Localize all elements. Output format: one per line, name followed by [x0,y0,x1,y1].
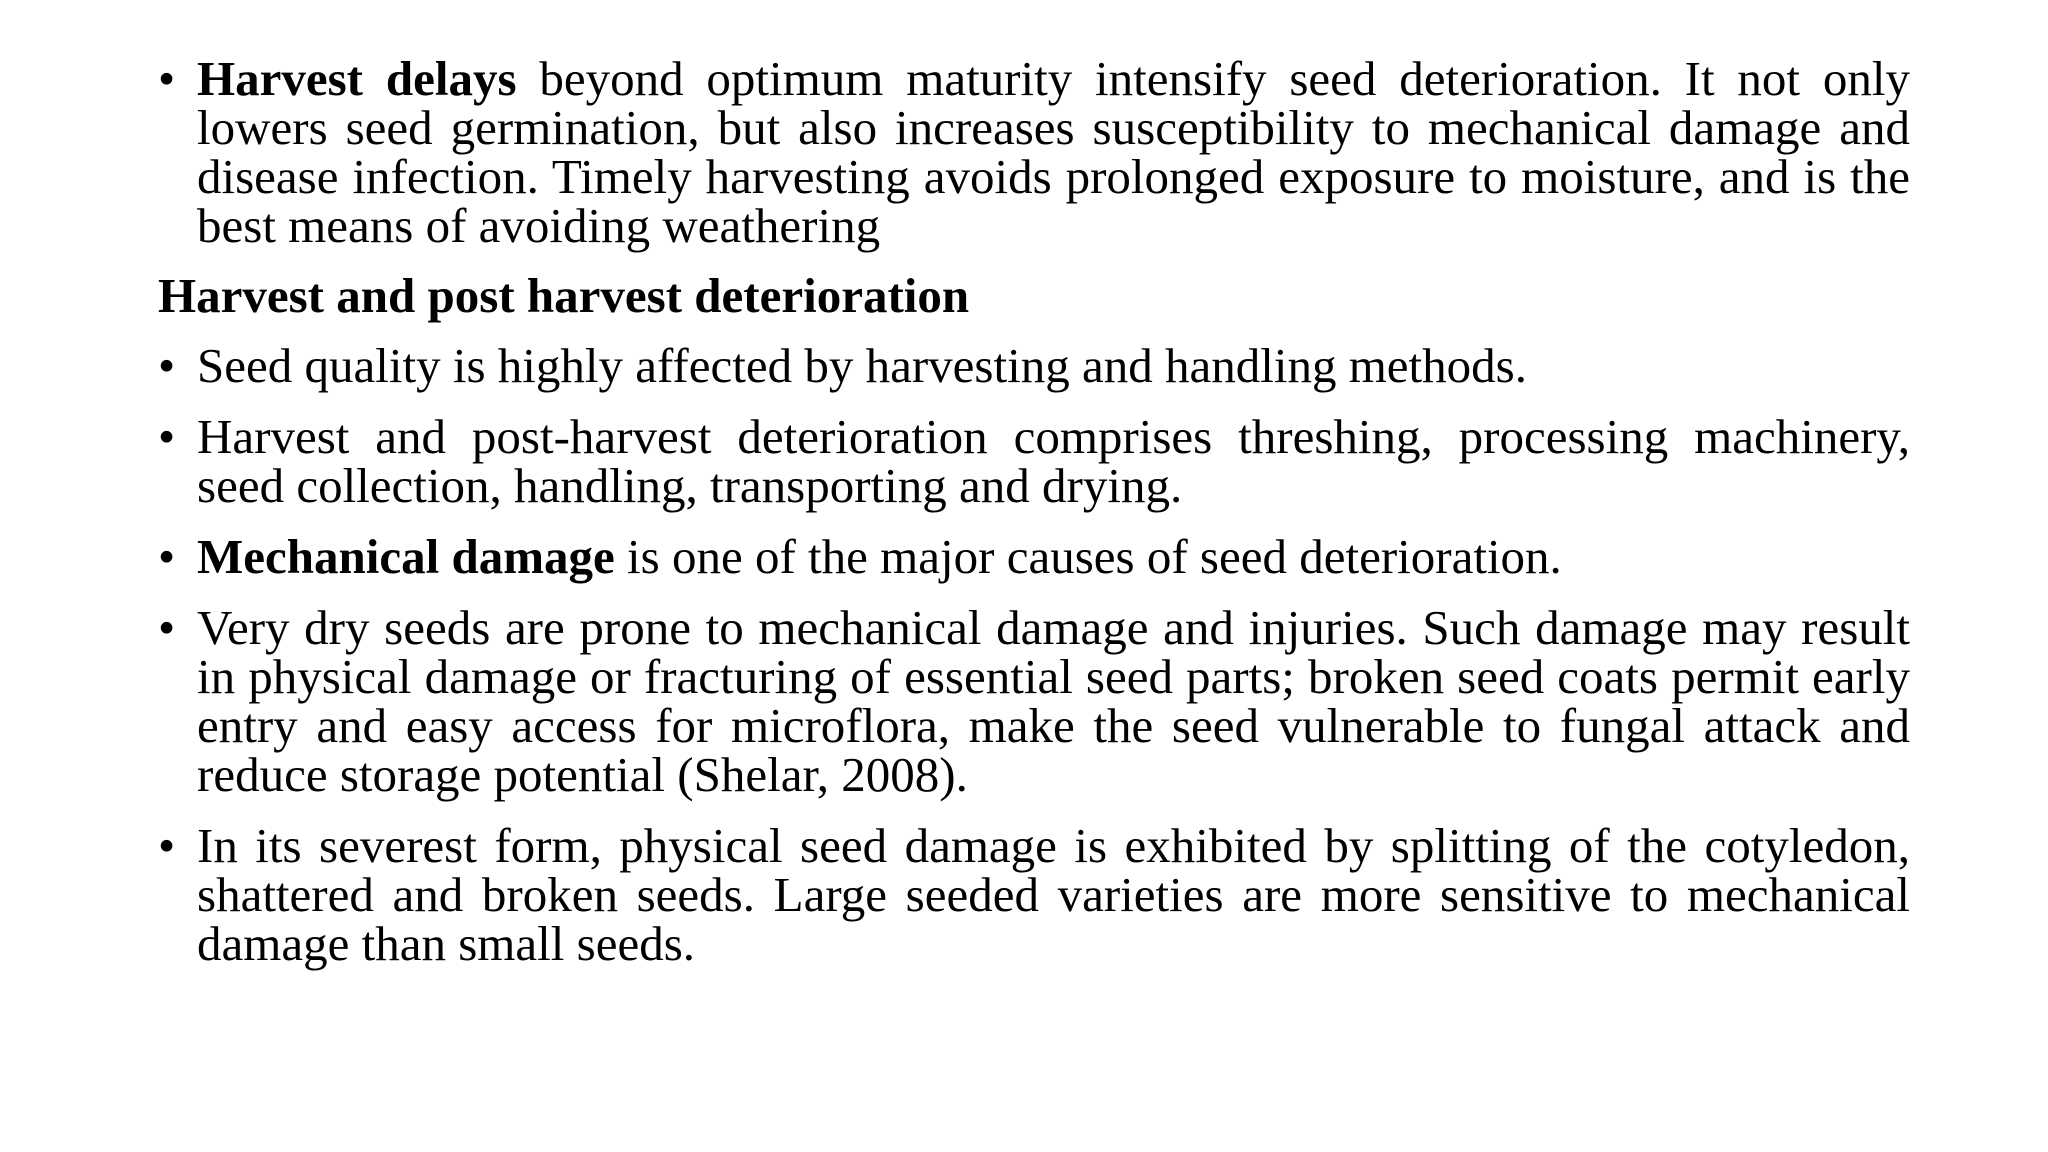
bullet-seed-quality [158,338,1910,393]
bullet-marker: • [158,409,176,464]
bullet-marker: • [158,338,176,393]
bullet-text: Harvest and post-harvest deterioration comprises threshing, processing machinery, seed collection, handling, transporting and drying. [197,409,1910,513]
bullet-text: Seed quality is highly affected by harvesting and handling methods. [197,338,1527,393]
bullet-marker: • [158,818,176,873]
bullet-text: In its severest form, physical seed damage is exhibited by splitting of the cotyledon, shattered and broken seeds. Large seeded varieties are more sensitive to mechanical damage than small seeds. [197,818,1910,971]
bullet-mechanical-damage [158,529,1910,584]
bullet-marker: • [158,529,176,584]
bullet-marker: • [158,600,176,655]
bullet-text: is one of the major causes of seed deterioration. [614,529,1562,584]
bullet-text: Very dry seeds are prone to mechanical damage and injuries. Such damage may result in physical damage or fracturing of essential seed parts; broken seed coats permit early entry and easy access for microflora, make the seed vulnerable to fungal attack and reduce storage potential (Shelar, 2008). [197,600,1910,802]
section-heading: Harvest and post harvest deterioration [158,268,970,323]
bullet-harvest-delays [158,51,1910,253]
bullet-text: beyond optimum maturity intensify seed deterioration. It not only lowers seed germination, but also increases susceptibility to mechanical damage and disease infection. Timely harvesting avoids prolonged exposure to moisture, and is the best means of avoiding weathering [197,51,1910,253]
bullet-marker: • [158,51,176,106]
bold-term: Harvest delays [197,51,517,106]
bullet-post-harvest [158,409,1910,513]
bullet-severest-form [158,818,1910,971]
bold-term: Mechanical damage [197,529,615,584]
bullet-dry-seeds [158,600,1910,802]
slide-body [158,51,1910,971]
